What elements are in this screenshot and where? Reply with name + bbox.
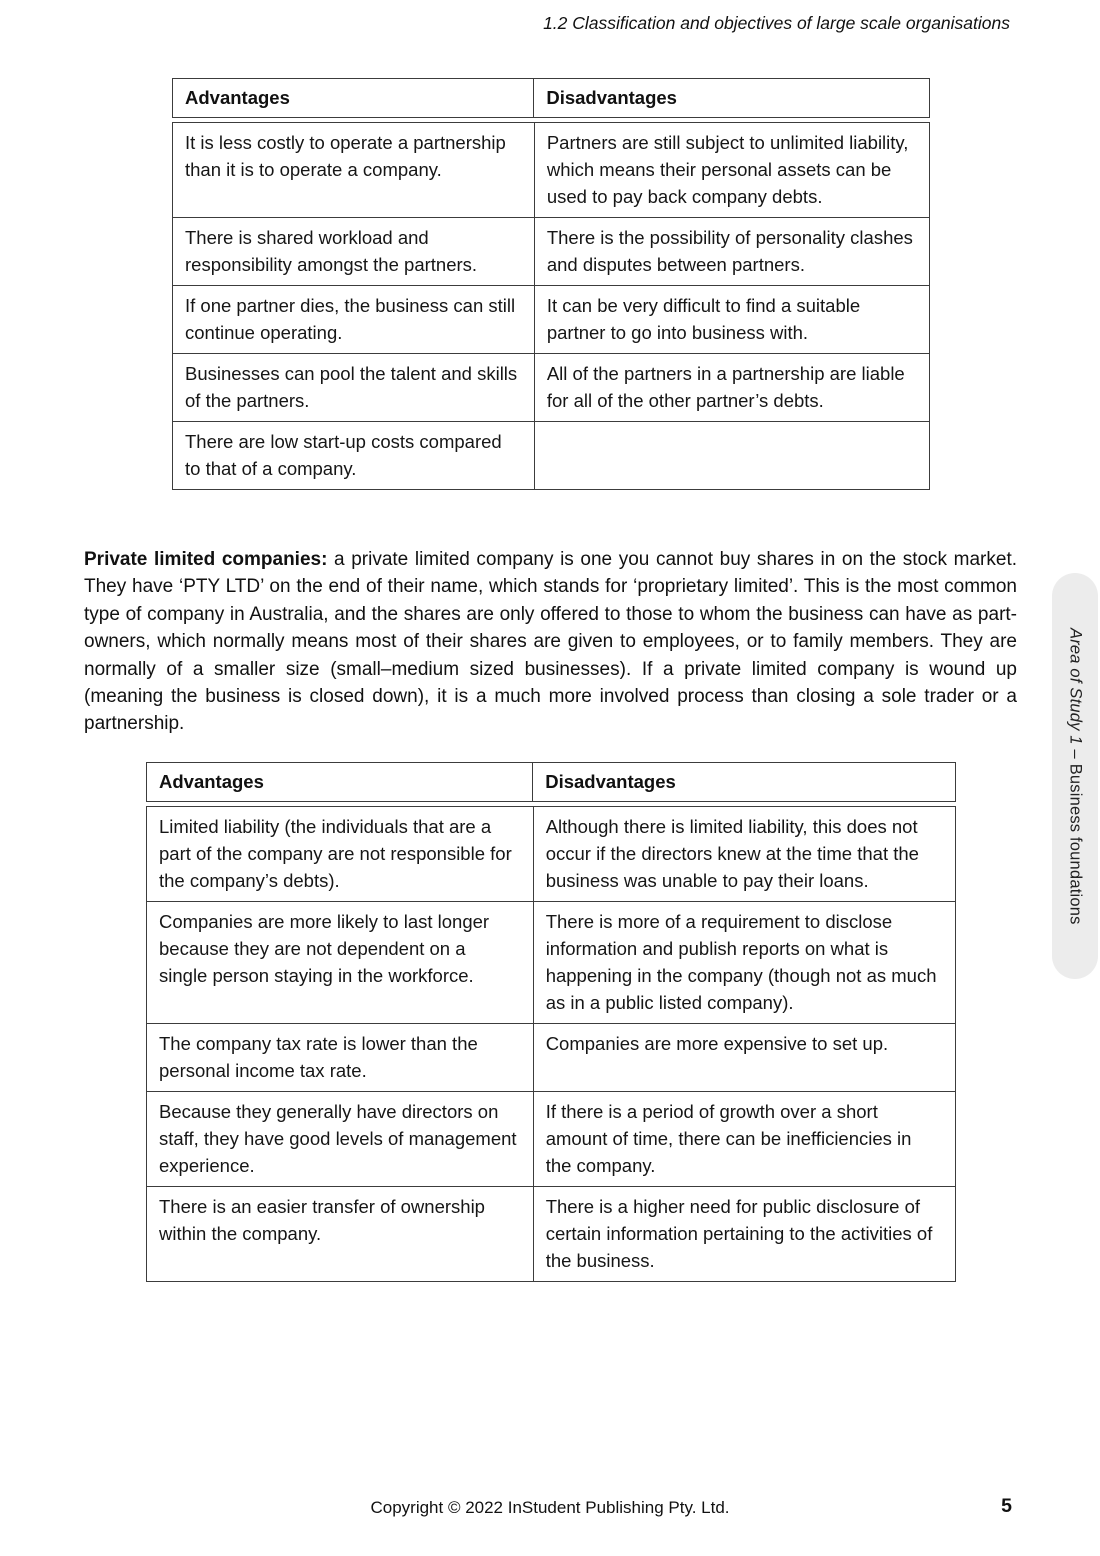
- footer-copyright: Copyright © 2022 InStudent Publishing Pty. Ltd.: [370, 1498, 730, 1517]
- disadvantage-cell: If there is a period of growth over a short amount of time, there can be inefficiencies in the company.: [533, 1092, 955, 1187]
- table-body: [172, 122, 930, 490]
- table-header-row: [172, 78, 930, 118]
- advantage-cell: Limited liability (the individuals that are a part of the company are not responsible for the company’s debts).: [147, 807, 534, 902]
- running-head: 1.2 Classification and objectives of large scale organisations: [543, 13, 1010, 33]
- table-row: [147, 1187, 956, 1282]
- advantage-cell: There is an easier transfer of ownership within the company.: [147, 1187, 534, 1282]
- disadvantages-header: Disadvantages: [546, 87, 677, 108]
- paragraph-lead: Private limited companies:: [84, 549, 328, 570]
- advantage-cell: If one partner dies, the business can still continue operating.: [173, 286, 535, 354]
- advantage-cell: The company tax rate is lower than the personal income tax rate.: [147, 1024, 534, 1092]
- private-limited-companies-paragraph: [84, 546, 1017, 738]
- advantage-cell: There is shared workload and responsibility amongst the partners.: [173, 218, 535, 286]
- private-company-table: [146, 762, 956, 1282]
- disadvantage-cell: Partners are still subject to unlimited liability, which means their personal assets can be used to pay back company debts.: [534, 123, 929, 218]
- table-row: [173, 354, 930, 422]
- disadvantage-cell: There is the possibility of personality clashes and disputes between partners.: [534, 218, 929, 286]
- advantage-cell: Businesses can pool the talent and skills of the partners.: [173, 354, 535, 422]
- area-of-study-tab: [1052, 573, 1098, 979]
- advantages-header: Advantages: [173, 79, 534, 117]
- disadvantage-cell: It can be very difficult to find a suitable partner to go into business with.: [534, 286, 929, 354]
- table-row: [147, 807, 956, 902]
- disadvantages-header: Disadvantages: [545, 771, 676, 792]
- disadvantage-cell: Although there is limited liability, this does not occur if the directors knew at the time that the business was unable to pay their loans.: [533, 807, 955, 902]
- table-row: [173, 218, 930, 286]
- area-of-study-tab-regular: Business foundations: [1066, 763, 1085, 925]
- paragraph-text: a private limited company is one you cannot buy shares in on the stock market. They have ‘PTY LTD’ on the end of their name, which stands for ‘proprietary limited’. This is the most common type of company in Australia, and the shares are only offered to those to whom the business can have as part-owners, which normally means most of their shares are given to employees, or to family members. They are normally of a smaller size (small–medium sized businesses). If a private limited company is wound up (meaning the business is closed down), it is a much more involved process than closing a sole trader or a partnership.: [84, 549, 1018, 735]
- table-row: [173, 422, 930, 490]
- table-row: [173, 123, 930, 218]
- disadvantage-cell: There is more of a requirement to disclose information and publish reports on what is happening in the company (though not as much as in a public listed company).: [533, 902, 955, 1024]
- disadvantage-cell: There is a higher need for public disclosure of certain information pertaining to the activities of the business.: [533, 1187, 955, 1282]
- area-of-study-tab-label: [1066, 628, 1085, 925]
- table-header-row: [146, 762, 956, 802]
- disadvantage-cell: Companies are more expensive to set up.: [533, 1024, 955, 1092]
- disadvantage-cell: All of the partners in a partnership are liable for all of the other partner’s debts.: [534, 354, 929, 422]
- table-row: [147, 1092, 956, 1187]
- area-of-study-tab-italic: Area of Study 1 –: [1066, 627, 1085, 764]
- partnership-table: [172, 78, 930, 490]
- advantage-cell: There are low start-up costs compared to that of a company.: [173, 422, 535, 490]
- table-row: [147, 902, 956, 1024]
- page-number: 5: [1001, 1495, 1012, 1517]
- table-body: [146, 806, 956, 1282]
- advantage-cell: Companies are more likely to last longer because they are not dependent on a single person staying in the workforce.: [147, 902, 534, 1024]
- table-row: [173, 286, 930, 354]
- table-row: [147, 1024, 956, 1092]
- advantage-cell: It is less costly to operate a partnership than it is to operate a company.: [173, 123, 535, 218]
- disadvantage-cell: [534, 422, 929, 490]
- advantages-header: Advantages: [147, 763, 533, 801]
- advantage-cell: Because they generally have directors on staff, they have good levels of management experience.: [147, 1092, 534, 1187]
